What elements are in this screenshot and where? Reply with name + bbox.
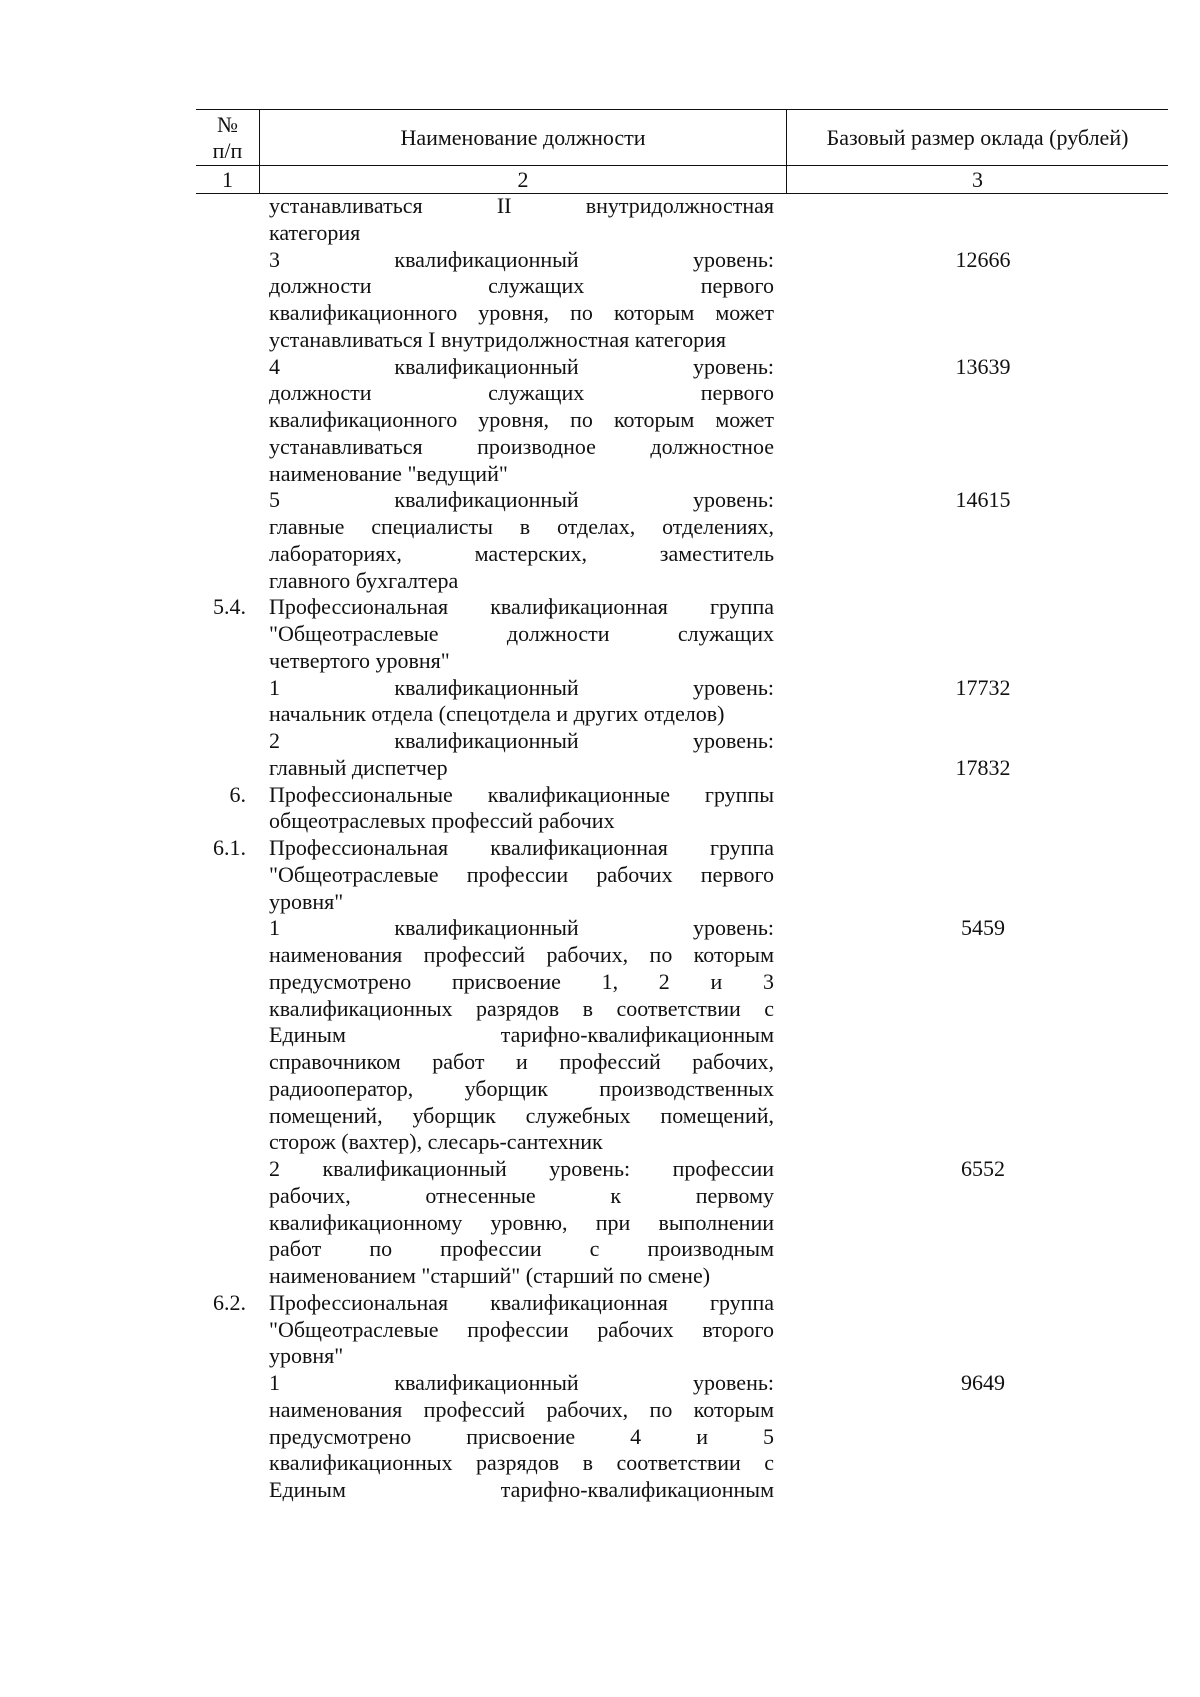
position-name: [259, 487, 778, 594]
column-number-3: 3: [786, 166, 1168, 193]
position-name-line: Профессиональная квалификационная группа: [269, 594, 774, 620]
table-row: [196, 247, 1168, 354]
table-row: [196, 728, 1168, 782]
position-name: [259, 354, 778, 488]
position-name: [259, 728, 778, 782]
position-name-line: рабочих, отнесенные к первому: [269, 1182, 774, 1208]
salary-value: 9649: [961, 1370, 1005, 1395]
position-name-line: должности служащих первого: [269, 273, 774, 299]
position-name-line: устанавливаться II внутридолжностная: [269, 193, 774, 218]
position-name-line: уровня": [269, 888, 344, 914]
table-row: [196, 354, 1168, 488]
table-row: [196, 675, 1168, 729]
header-number-cell: [196, 110, 259, 165]
column-number-2: 2: [259, 166, 786, 193]
position-name-line: "Общеотраслевые профессии рабочих первого: [269, 861, 774, 887]
salary-value: 14615: [955, 487, 1011, 513]
table-row: [196, 1290, 1168, 1370]
position-name-line: Профессиональная квалификационная группа: [269, 1289, 774, 1315]
salary-value: 13639: [955, 353, 1011, 379]
position-name-line: справочником работ и профессий рабочих,: [269, 1049, 774, 1074]
position-name: [259, 915, 778, 1156]
salary-value: 12666: [955, 246, 1011, 272]
salary-cell: [778, 354, 1168, 381]
position-name: [259, 782, 778, 836]
position-name-line: устанавливаться I внутридолжностная категория: [269, 326, 727, 352]
table-row: [196, 1156, 1168, 1290]
table-row: [196, 594, 1168, 674]
salary-value: 17832: [955, 754, 1011, 780]
position-name-line: категория: [269, 219, 361, 245]
row-number: 6.2.: [213, 1289, 246, 1315]
header-base-salary: Базовый размер оклада (рублей): [786, 110, 1168, 165]
position-name-line: радиооператор, уборщик производственных: [269, 1075, 774, 1101]
position-name-line: работ по профессии с производным: [269, 1236, 774, 1262]
position-name-line: начальник отдела (спецотдела и других отделов): [269, 701, 725, 727]
row-number: 6.: [229, 781, 246, 807]
salary-cell: [778, 915, 1168, 942]
header-position-name: Наименование должности: [259, 110, 786, 165]
position-name: [259, 675, 778, 729]
position-name-line: лабораториях, мастерских, заместитель: [269, 540, 774, 566]
salary-value: 6552: [961, 1156, 1005, 1181]
salary-value: 17732: [955, 674, 1011, 700]
position-name: [259, 594, 778, 674]
position-name-line: квалификационному уровню, при выполнении: [269, 1209, 774, 1235]
position-name-line: 4 квалификационный уровень:: [269, 353, 774, 379]
position-name-line: квалификационных разрядов в соответствии с: [269, 1450, 774, 1476]
header-number-abbrev: п/п: [212, 137, 243, 163]
position-name-line: предусмотрено присвоение 1, 2 и 3: [269, 968, 774, 994]
position-name-line: Профессиональная квалификационная группа: [269, 835, 774, 860]
position-name-line: наименованием "старший" (старший по смене): [269, 1263, 711, 1288]
position-name-line: квалификационных разрядов в соответствии с: [269, 995, 774, 1021]
position-name-line: должности служащих первого: [269, 380, 774, 406]
column-number-row: [196, 166, 1168, 194]
position-name-line: наименования профессий рабочих, по которым: [269, 1396, 774, 1422]
table-row: [196, 1370, 1168, 1504]
position-name-line: наименования профессий рабочих, по которым: [269, 942, 774, 967]
salary-cell: [778, 728, 1168, 782]
row-number: 5.4.: [213, 594, 246, 620]
salary-cell: [778, 675, 1168, 702]
position-name-line: 2 квалификационный уровень:: [269, 728, 774, 753]
table-row: [196, 193, 1168, 247]
position-name-line: "Общеотраслевые профессии рабочих второго: [269, 1316, 774, 1342]
header-number-sign: №: [217, 111, 238, 137]
position-name-line: 1 квалификационный уровень:: [269, 915, 774, 941]
position-name: [259, 1290, 778, 1370]
position-name-line: сторож (вахтер), слесарь-сантехник: [269, 1129, 603, 1155]
table-body: [196, 193, 1168, 1504]
position-name-line: наименование "ведущий": [269, 460, 508, 486]
position-name-line: устанавливаться производное должностное: [269, 433, 774, 459]
position-name-line: общеотраслевых профессий рабочих: [269, 808, 615, 834]
salary-cell: [778, 247, 1168, 274]
position-name-line: 1 квалификационный уровень:: [269, 674, 774, 700]
position-name-line: Профессиональные квалификационные группы: [269, 781, 774, 807]
table-row: [196, 915, 1168, 1156]
header-row: [196, 110, 1168, 166]
position-name-line: Единым тарифно-квалификационным: [269, 1477, 774, 1502]
salary-cell: [778, 1156, 1168, 1183]
column-number-1: 1: [222, 166, 233, 192]
position-name: [259, 835, 778, 915]
position-name-line: помещений, уборщик служебных помещений,: [269, 1102, 774, 1128]
position-name-line: Единым тарифно-квалификационным: [269, 1022, 774, 1048]
table-row: [196, 835, 1168, 915]
position-name: [259, 1370, 778, 1504]
position-name-line: четвертого уровня": [269, 647, 450, 673]
position-name-line: предусмотрено присвоение 4 и 5: [269, 1423, 774, 1449]
table-row: [196, 782, 1168, 836]
row-number: 6.1.: [213, 835, 246, 860]
position-name-line: 2 квалификационный уровень: профессии: [269, 1156, 774, 1181]
salary-cell: [778, 487, 1168, 514]
position-name-line: уровня": [269, 1343, 344, 1369]
position-name-line: главные специалисты в отделах, отделениях,: [269, 514, 774, 539]
position-name-line: 3 квалификационный уровень:: [269, 246, 774, 272]
salary-value: 5459: [961, 915, 1005, 941]
position-name-line: 5 квалификационный уровень:: [269, 487, 774, 513]
position-name: [259, 1156, 778, 1290]
table-header: [196, 109, 1168, 194]
position-name-line: квалификационного уровня, по которым может: [269, 407, 774, 432]
position-name: [259, 247, 778, 354]
position-name-line: главного бухгалтера: [269, 567, 459, 593]
position-name: [259, 193, 778, 247]
position-name-line: главный диспетчер: [269, 754, 448, 780]
position-name-line: квалификационного уровня, по которым может: [269, 300, 774, 325]
salary-cell: [778, 1370, 1168, 1397]
position-name-line: 1 квалификационный уровень:: [269, 1370, 774, 1395]
position-name-line: "Общеотраслевые должности служащих: [269, 621, 774, 646]
table-row: [196, 487, 1168, 594]
